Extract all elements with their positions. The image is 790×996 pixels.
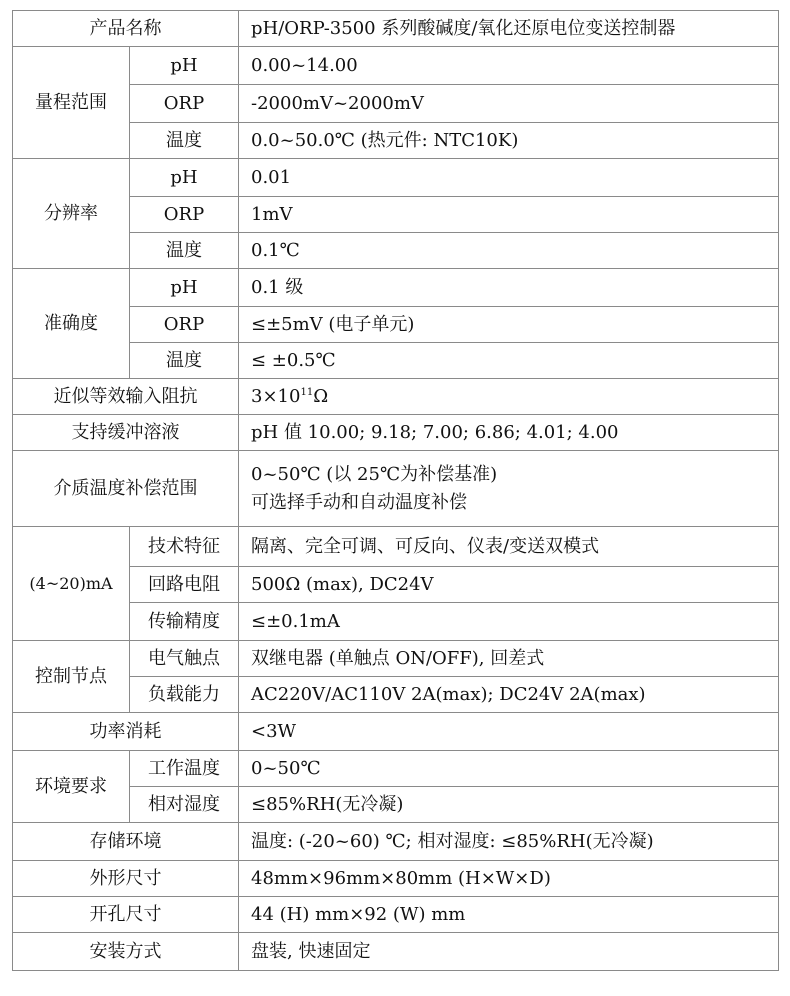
control-load-label: 负载能力 [130, 677, 239, 713]
power-value: <3W [239, 713, 779, 751]
row-accuracy-ph [13, 269, 779, 307]
product-name-label: 产品名称 [13, 11, 239, 47]
row-range-ph [13, 47, 779, 85]
current-features-label: 技术特征 [130, 527, 239, 567]
impedance-base: 3×10 [251, 385, 301, 407]
row-mounting [13, 933, 779, 971]
resolution-orp-label: ORP [130, 197, 239, 233]
control-contact-label: 电气触点 [130, 641, 239, 677]
compensation-label: 介质温度补偿范围 [13, 451, 239, 527]
range-ph-value: 0.00~14.00 [239, 47, 779, 85]
buffer-value: pH 值 10.00; 9.18; 7.00; 6.86; 4.01; 4.00 [239, 415, 779, 451]
power-label: 功率消耗 [13, 713, 239, 751]
row-input-impedance [13, 379, 779, 415]
range-temp-label: 温度 [130, 123, 239, 159]
row-buffer-solutions [13, 415, 779, 451]
accuracy-label: 准确度 [13, 269, 130, 379]
resolution-temp-label: 温度 [130, 233, 239, 269]
current-features-value: 隔离、完全可调、可反向、仪表/变送双模式 [239, 527, 779, 567]
impedance-exponent: 11 [300, 386, 314, 398]
range-ph-label: pH [130, 47, 239, 85]
environment-label: 环境要求 [13, 751, 130, 823]
env-temp-value: 0~50℃ [239, 751, 779, 787]
row-storage [13, 823, 779, 861]
current-precision-value: ≤±0.1mA [239, 603, 779, 641]
compensation-line-2: 可选择手动和自动温度补偿 [251, 491, 467, 513]
resolution-temp-value: 0.1℃ [239, 233, 779, 269]
env-temp-label: 工作温度 [130, 751, 239, 787]
impedance-value [239, 379, 779, 415]
control-load-value: AC220V/AC110V 2A(max); DC24V 2A(max) [239, 677, 779, 713]
range-label: 量程范围 [13, 47, 130, 159]
accuracy-ph-value: 0.1 级 [239, 269, 779, 307]
row-dimensions [13, 861, 779, 897]
accuracy-ph-label: pH [130, 269, 239, 307]
storage-value: 温度: (-20~60) ℃; 相对湿度: ≤85%RH(无冷凝) [239, 823, 779, 861]
accuracy-temp-label: 温度 [130, 343, 239, 379]
range-orp-value: -2000mV~2000mV [239, 85, 779, 123]
env-humidity-value: ≤85%RH(无冷凝) [239, 787, 779, 823]
row-current-features [13, 527, 779, 567]
cutout-value: 44 (H) mm×92 (W) mm [239, 897, 779, 933]
row-control-contact [13, 641, 779, 677]
accuracy-temp-value: ≤ ±0.5℃ [239, 343, 779, 379]
row-product-name [13, 11, 779, 47]
mounting-value: 盘装, 快速固定 [239, 933, 779, 971]
control-contact-value: 双继电器 (单触点 ON/OFF), 回差式 [239, 641, 779, 677]
dimensions-label: 外形尺寸 [13, 861, 239, 897]
accuracy-orp-label: ORP [130, 307, 239, 343]
product-name-value: pH/ORP-3500 系列酸碱度/氧化还原电位变送控制器 [239, 11, 779, 47]
cutout-label: 开孔尺寸 [13, 897, 239, 933]
row-cutout [13, 897, 779, 933]
current-loop-label: 回路电阻 [130, 567, 239, 603]
buffer-label: 支持缓冲溶液 [13, 415, 239, 451]
row-env-temp [13, 751, 779, 787]
resolution-orp-value: 1mV [239, 197, 779, 233]
accuracy-orp-value: ≤±5mV (电子单元) [239, 307, 779, 343]
row-resolution-ph [13, 159, 779, 197]
spec-table [12, 10, 779, 971]
row-power [13, 713, 779, 751]
mounting-label: 安装方式 [13, 933, 239, 971]
resolution-ph-label: pH [130, 159, 239, 197]
row-temp-compensation [13, 451, 779, 527]
current-output-label: (4~20)mA [13, 527, 130, 641]
range-temp-value: 0.0~50.0℃ (热元件: NTC10K) [239, 123, 779, 159]
current-precision-label: 传输精度 [130, 603, 239, 641]
impedance-label: 近似等效输入阻抗 [13, 379, 239, 415]
storage-label: 存储环境 [13, 823, 239, 861]
resolution-ph-value: 0.01 [239, 159, 779, 197]
current-loop-value: 500Ω (max), DC24V [239, 567, 779, 603]
compensation-value [239, 451, 779, 527]
resolution-label: 分辨率 [13, 159, 130, 269]
range-orp-label: ORP [130, 85, 239, 123]
impedance-unit: Ω [313, 385, 329, 407]
control-label: 控制节点 [13, 641, 130, 713]
env-humidity-label: 相对湿度 [130, 787, 239, 823]
compensation-line-1: 0~50℃ (以 25℃为补偿基准) [251, 463, 498, 485]
dimensions-value: 48mm×96mm×80mm (H×W×D) [239, 861, 779, 897]
